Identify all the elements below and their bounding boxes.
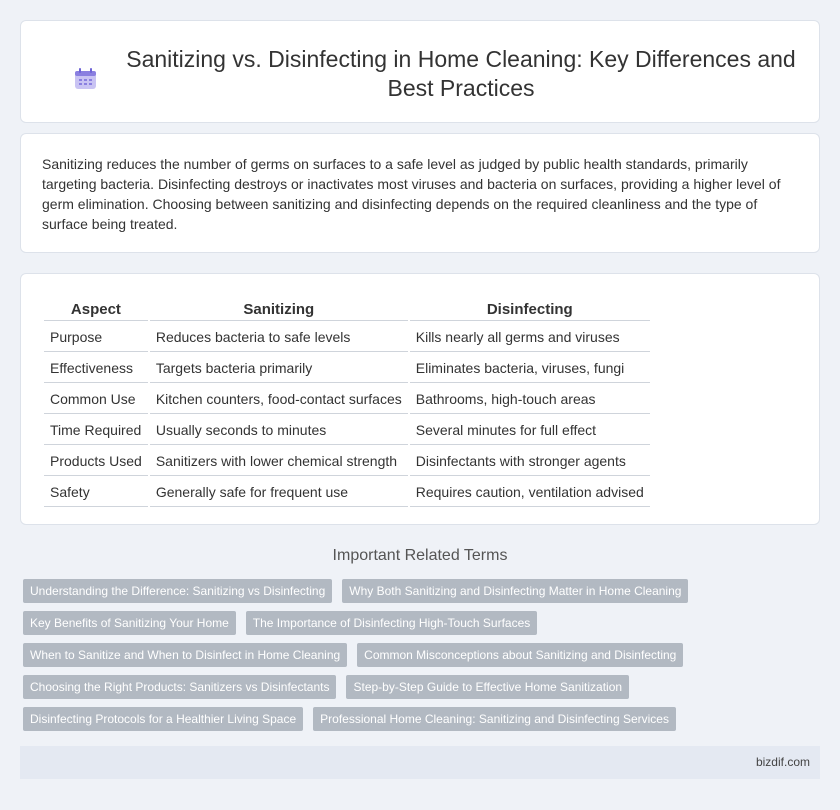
tag-row: [20, 707, 820, 731]
related-term-link[interactable]: When to Sanitize and When to Disinfect in Home Cleaning: [23, 643, 347, 667]
related-terms-heading: Important Related Terms: [332, 547, 508, 564]
tag-row: [20, 675, 820, 699]
table-cell-sanitizing: Reduces bacteria to safe levels: [150, 323, 408, 352]
table-cell-aspect: Purpose: [44, 323, 148, 352]
table-cell-aspect: Time Required: [44, 416, 148, 445]
table-cell-sanitizing: Usually seconds to minutes: [150, 416, 408, 445]
related-term-link[interactable]: Common Misconceptions about Sanitizing and Disinfecting: [357, 643, 683, 667]
related-term-link[interactable]: Choosing the Right Products: Sanitizers vs Disinfectants: [23, 675, 336, 699]
table-cell-sanitizing: Targets bacteria primarily: [150, 354, 408, 383]
page-title: Sanitizing vs. Disinfecting in Home Cleaning: Key Differences and Best Practices: [126, 46, 796, 101]
table-cell-disinfecting: Kills nearly all germs and viruses: [410, 323, 650, 352]
table-row: [44, 354, 650, 383]
tag-row: [20, 611, 820, 635]
title-card: [20, 20, 820, 123]
tag-row: [20, 579, 820, 603]
table-cell-aspect: Safety: [44, 478, 148, 507]
intro-card: [20, 133, 820, 253]
related-term-link[interactable]: The Importance of Disinfecting High-Touch Surfaces: [246, 611, 537, 635]
column-header-aspect: Aspect: [44, 297, 148, 321]
table-cell-disinfecting: Eliminates bacteria, viruses, fungi: [410, 354, 650, 383]
comparison-card: [20, 273, 820, 525]
column-header-disinfecting: Disinfecting: [410, 297, 650, 321]
table-header-row: [44, 297, 650, 321]
table-cell-sanitizing: Sanitizers with lower chemical strength: [150, 447, 408, 476]
related-terms-list: [20, 579, 820, 739]
comparison-table: [42, 295, 652, 509]
table-cell-sanitizing: Generally safe for frequent use: [150, 478, 408, 507]
table-row: [44, 447, 650, 476]
related-term-link[interactable]: Professional Home Cleaning: Sanitizing and Disinfecting Services: [313, 707, 676, 731]
intro-paragraph: Sanitizing reduces the number of germs on surfaces to a safe level as judged by public health standards, primarily targeting bacteria. Disinfecting destroys or inactivates most viruses and bacteria on surfaces, providing a higher level of germ elimination. Choosing between sanitizing and disinfecting depends on the required cleanliness and the type of surface being treated.: [42, 156, 781, 232]
table-cell-aspect: Common Use: [44, 385, 148, 414]
table-cell-disinfecting: Several minutes for full effect: [410, 416, 650, 445]
table-cell-aspect: Effectiveness: [44, 354, 148, 383]
table-cell-aspect: Products Used: [44, 447, 148, 476]
table-row: [44, 416, 650, 445]
related-term-link[interactable]: Why Both Sanitizing and Disinfecting Matter in Home Cleaning: [342, 579, 688, 603]
calendar-icon: [74, 68, 97, 90]
related-term-link[interactable]: Step-by-Step Guide to Effective Home Sanitization: [346, 675, 629, 699]
column-header-sanitizing: Sanitizing: [150, 297, 408, 321]
related-term-link[interactable]: Understanding the Difference: Sanitizing vs Disinfecting: [23, 579, 332, 603]
table-row: [44, 385, 650, 414]
table-cell-disinfecting: Bathrooms, high-touch areas: [410, 385, 650, 414]
table-cell-disinfecting: Disinfectants with stronger agents: [410, 447, 650, 476]
related-term-link[interactable]: Key Benefits of Sanitizing Your Home: [23, 611, 236, 635]
tag-row: [20, 643, 820, 667]
table-cell-sanitizing: Kitchen counters, food-contact surfaces: [150, 385, 408, 414]
footer-site-link[interactable]: bizdif.com: [755, 755, 810, 769]
footer: [20, 746, 820, 779]
related-term-link[interactable]: Disinfecting Protocols for a Healthier Living Space: [23, 707, 303, 731]
table-row: [44, 323, 650, 352]
table-cell-disinfecting: Requires caution, ventilation advised: [410, 478, 650, 507]
table-row: [44, 478, 650, 507]
